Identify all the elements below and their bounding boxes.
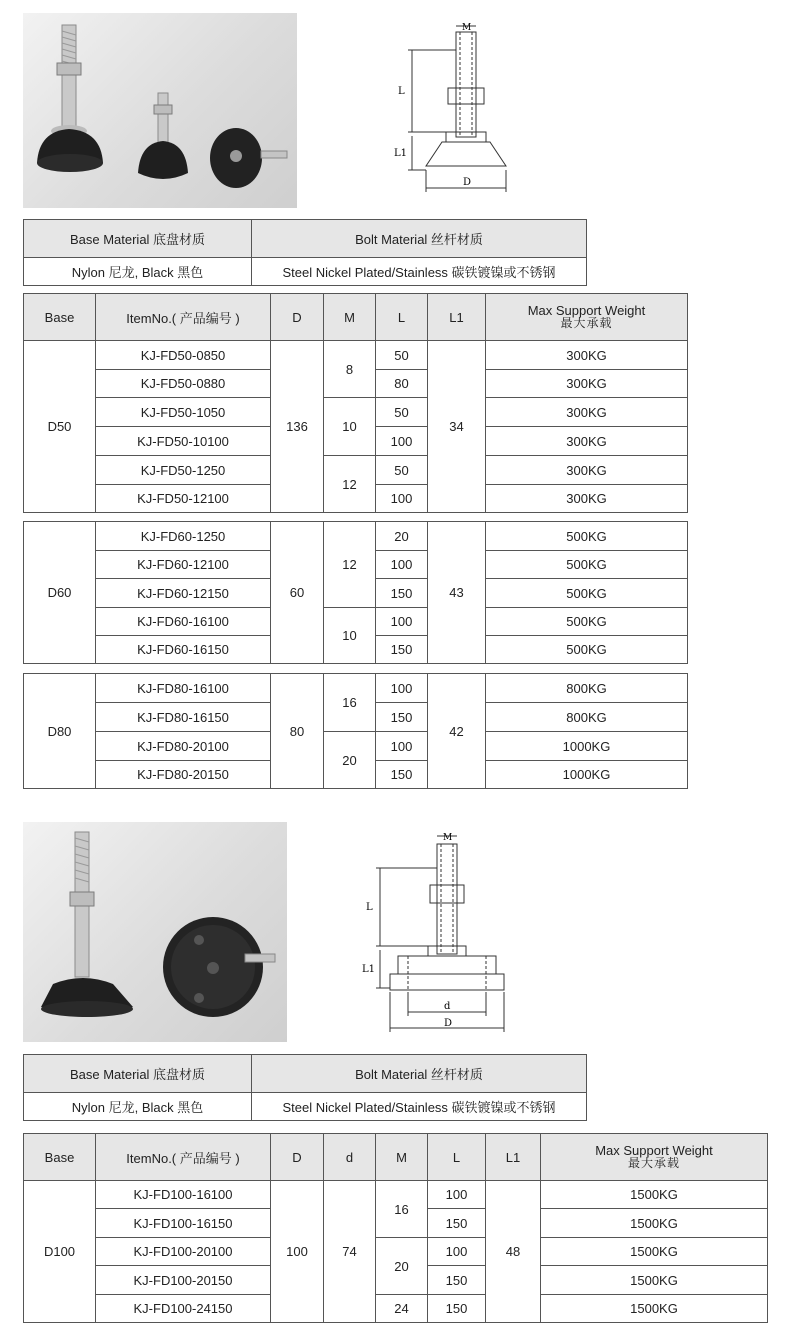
item-cell: KJ-FD60-1250 <box>96 522 271 551</box>
table-row <box>24 1238 768 1266</box>
label-l1: L1 <box>362 964 376 975</box>
item-cell: KJ-FD50-1250 <box>96 456 271 485</box>
item-cell: KJ-FD50-0850 <box>96 341 271 370</box>
bolt-material-value: Steel Nickel Plated/Stainless 碳铁镀镍或不锈钢 <box>252 258 587 286</box>
weight-cell: 1500KG <box>541 1209 768 1238</box>
weight-cell: 500KG <box>486 551 688 579</box>
weight-cell: 500KG <box>486 579 688 608</box>
l-cell: 150 <box>428 1295 486 1323</box>
col-m: M <box>376 1134 428 1181</box>
item-cell: KJ-FD100-20150 <box>96 1266 271 1295</box>
weight-cell: 300KG <box>486 370 688 398</box>
base-cell: D60 <box>24 522 96 664</box>
table-row <box>24 456 688 485</box>
table-row <box>24 674 688 703</box>
item-cell: KJ-FD80-16100 <box>96 674 271 703</box>
base-material-header: Base Material 底盘材质 <box>24 1055 252 1093</box>
d-small-cell: 74 <box>324 1181 376 1323</box>
item-cell: KJ-FD50-12100 <box>96 485 271 513</box>
m-cell: 16 <box>324 674 376 732</box>
spec-group-d50 <box>23 340 688 513</box>
item-cell: KJ-FD60-16100 <box>96 608 271 636</box>
product-photo-flanged-base <box>23 822 287 1042</box>
weight-cell: 1000KG <box>486 732 688 761</box>
technical-drawing-round-base <box>390 20 540 195</box>
l-cell: 150 <box>428 1266 486 1295</box>
bolt-material-header: Bolt Material 丝杆材质 <box>252 1055 587 1093</box>
table-row <box>24 608 688 636</box>
l1-cell: 34 <box>428 341 486 513</box>
table-row <box>24 522 688 551</box>
base-material-value: Nylon 尼龙, Black 黑色 <box>24 258 252 286</box>
d-cell: 60 <box>271 522 324 664</box>
item-cell: KJ-FD100-24150 <box>96 1295 271 1323</box>
item-cell: KJ-FD50-10100 <box>96 427 271 456</box>
product-photo-round-base <box>23 13 297 208</box>
weight-cell: 300KG <box>486 456 688 485</box>
item-cell: KJ-FD60-12100 <box>96 551 271 579</box>
m-cell: 10 <box>324 398 376 456</box>
col-l1: L1 <box>428 294 486 341</box>
l-cell: 100 <box>428 1238 486 1266</box>
m-cell: 8 <box>324 341 376 398</box>
l-cell: 150 <box>428 1209 486 1238</box>
spec-table-header-1 <box>23 293 688 341</box>
label-m: M <box>443 833 453 843</box>
l-cell: 100 <box>376 674 428 703</box>
l-cell: 100 <box>376 427 428 456</box>
label-d-small: d <box>444 1001 451 1012</box>
item-cell: KJ-FD60-16150 <box>96 636 271 664</box>
label-l: L <box>398 86 405 97</box>
item-cell: KJ-FD80-20150 <box>96 761 271 789</box>
col-d: D <box>271 1134 324 1181</box>
col-max-weight-cn: 最大承载 <box>560 316 613 330</box>
item-cell: KJ-FD50-0880 <box>96 370 271 398</box>
m-cell: 12 <box>324 522 376 608</box>
weight-cell: 500KG <box>486 636 688 664</box>
col-d: D <box>271 294 324 341</box>
l-cell: 150 <box>376 579 428 608</box>
weight-cell: 300KG <box>486 341 688 370</box>
m-cell: 12 <box>324 456 376 513</box>
l-cell: 50 <box>376 341 428 370</box>
leveling-feet-illustration <box>23 13 297 208</box>
m-cell: 20 <box>324 732 376 789</box>
label-m: M <box>462 23 472 33</box>
l-cell: 50 <box>376 456 428 485</box>
col-d-small: d <box>324 1134 376 1181</box>
spec-group-d80 <box>23 673 688 789</box>
d-cell: 100 <box>271 1181 324 1323</box>
l1-cell: 43 <box>428 522 486 664</box>
col-max-weight-cn: 最大承载 <box>627 1156 680 1170</box>
weight-cell: 1500KG <box>541 1266 768 1295</box>
weight-cell: 500KG <box>486 522 688 551</box>
bolt-material-header: Bolt Material 丝杆材质 <box>252 220 587 258</box>
weight-cell: 1500KG <box>541 1295 768 1323</box>
weight-cell: 300KG <box>486 427 688 456</box>
l-cell: 80 <box>376 370 428 398</box>
table-row <box>24 1295 768 1323</box>
l-cell: 20 <box>376 522 428 551</box>
weight-cell: 1500KG <box>541 1181 768 1209</box>
l-cell: 150 <box>376 703 428 732</box>
d-cell: 136 <box>271 341 324 513</box>
col-item: ItemNo.( 产品编号 ) <box>96 1134 271 1181</box>
m-cell: 24 <box>376 1295 428 1323</box>
col-item: ItemNo.( 产品编号 ) <box>96 294 271 341</box>
weight-cell: 1500KG <box>541 1238 768 1266</box>
col-max-weight-en: Max Support Weight <box>527 303 646 318</box>
col-max-weight <box>486 294 688 341</box>
spec-group-d60 <box>23 521 688 664</box>
l-cell: 100 <box>376 485 428 513</box>
l-cell: 150 <box>376 761 428 789</box>
l-cell: 150 <box>376 636 428 664</box>
label-l: L <box>366 902 373 913</box>
weight-cell: 800KG <box>486 674 688 703</box>
table-row <box>24 341 688 370</box>
m-cell: 16 <box>376 1181 428 1238</box>
base-cell: D80 <box>24 674 96 789</box>
dimension-drawing <box>390 20 540 195</box>
col-l1: L1 <box>486 1134 541 1181</box>
col-max-weight-en: Max Support Weight <box>595 1143 713 1158</box>
weight-cell: 300KG <box>486 398 688 427</box>
item-cell: KJ-FD80-16150 <box>96 703 271 732</box>
base-cell: D50 <box>24 341 96 513</box>
col-m: M <box>324 294 376 341</box>
label-d-big: D <box>444 1018 453 1029</box>
base-cell: D100 <box>24 1181 96 1323</box>
table-row <box>24 1181 768 1209</box>
item-cell: KJ-FD80-20100 <box>96 732 271 761</box>
material-table-2 <box>23 1054 587 1121</box>
l1-cell: 42 <box>428 674 486 789</box>
base-material-value: Nylon 尼龙, Black 黑色 <box>24 1093 252 1121</box>
d-cell: 80 <box>271 674 324 789</box>
l-cell: 100 <box>376 732 428 761</box>
weight-cell: 800KG <box>486 703 688 732</box>
spec-table-d100 <box>23 1133 768 1323</box>
weight-cell: 500KG <box>486 608 688 636</box>
table-row <box>24 732 688 761</box>
col-base: Base <box>24 1134 96 1181</box>
weight-cell: 1000KG <box>486 761 688 789</box>
m-cell: 20 <box>376 1238 428 1295</box>
col-base: Base <box>24 294 96 341</box>
bolt-material-value: Steel Nickel Plated/Stainless 碳铁镀镍或不锈钢 <box>252 1093 587 1121</box>
label-l1: L1 <box>394 148 408 159</box>
l-cell: 50 <box>376 398 428 427</box>
item-cell: KJ-FD60-12150 <box>96 579 271 608</box>
weight-cell: 300KG <box>486 485 688 513</box>
dimension-drawing-2 <box>358 830 528 1040</box>
item-cell: KJ-FD50-1050 <box>96 398 271 427</box>
col-l: L <box>376 294 428 341</box>
table-row <box>24 398 688 427</box>
material-table-1 <box>23 219 587 286</box>
item-cell: KJ-FD100-16100 <box>96 1181 271 1209</box>
flanged-feet-illustration <box>23 822 287 1042</box>
base-material-header: Base Material 底盘材质 <box>24 220 252 258</box>
label-d: D <box>463 177 472 188</box>
item-cell: KJ-FD100-20100 <box>96 1238 271 1266</box>
technical-drawing-flanged-base <box>358 830 528 1040</box>
l-cell: 100 <box>376 608 428 636</box>
l-cell: 100 <box>376 551 428 579</box>
m-cell: 10 <box>324 608 376 664</box>
l-cell: 100 <box>428 1181 486 1209</box>
col-l: L <box>428 1134 486 1181</box>
l1-cell: 48 <box>486 1181 541 1323</box>
item-cell: KJ-FD100-16150 <box>96 1209 271 1238</box>
col-max-weight <box>541 1134 768 1181</box>
